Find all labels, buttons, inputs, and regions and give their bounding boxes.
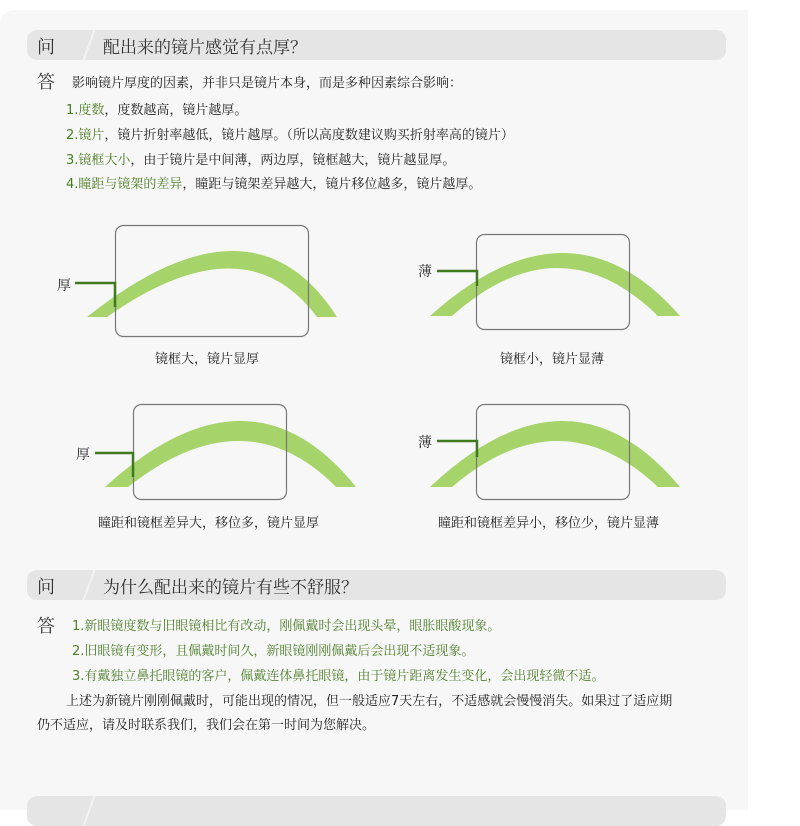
thin-label: 薄	[418, 264, 432, 280]
summary-line: 仍不适应，请及时联系我们，我们会在第一时间为您解决。	[37, 718, 376, 733]
question-mark-label: 问	[37, 37, 55, 58]
question-title: 配出来的镜片感觉有点厚？	[103, 38, 307, 58]
factor-key: 3.镜框大小	[66, 153, 131, 168]
summary-line: 上述为新镜片刚刚佩戴时，可能出现的情况，但一般适应7天左右，不适感就会慢慢消失。如果过了适应期	[66, 694, 673, 709]
factor-item	[66, 124, 514, 143]
lens-arc-illustration	[40, 210, 360, 360]
thick-label: 厚	[76, 447, 90, 463]
separator	[83, 30, 96, 60]
factor-item	[66, 173, 481, 192]
factor-key: 2.镜片	[66, 128, 105, 143]
thin-label: 薄	[418, 435, 432, 451]
answer-mark-label: 答	[37, 72, 55, 93]
question-bar-1	[27, 30, 726, 60]
answer-mark-label: 答	[37, 616, 55, 637]
discomfort-reason: 2.旧眼镜有变形，且佩戴时间久，新眼镜刚刚佩戴后会出现不适现象。	[72, 644, 475, 659]
discomfort-reason: 1.新眼镜度数与旧眼镜相比有改动，刚佩戴时会出现头晕，眼胀眼酸现象。	[72, 619, 501, 634]
question-bar-3-partial	[27, 796, 726, 826]
factor-item	[66, 149, 455, 168]
lens-diagram-large-frame	[40, 210, 360, 360]
factor-item	[66, 99, 247, 118]
separator	[83, 796, 96, 826]
factor-text: ，由于镜片是中间薄，两边厚，镜框越大，镜片越显厚。	[130, 153, 456, 168]
diagram-caption: 镜框小，镜片显薄	[500, 352, 605, 367]
question-mark-label: 问	[37, 577, 55, 598]
separator	[83, 570, 96, 600]
thick-label: 厚	[57, 278, 71, 294]
factor-key: 1.度数	[66, 103, 105, 118]
question-bar-2	[27, 570, 726, 600]
diagram-caption: 瞳距和镜框差异小，移位少，镜片显薄	[438, 516, 660, 531]
diagram-caption: 瞳距和镜框差异大，移位多，镜片显厚	[98, 516, 320, 531]
factor-key: 4.瞳距与镜架的差异	[66, 177, 183, 192]
question-title: 为什么配出来的镜片有些不舒服？	[103, 578, 358, 598]
answer-intro: 影响镜片厚度的因素，并非只是镜片本身，而是多种因素综合影响：	[72, 76, 463, 91]
factor-text: ，度数越高，镜片越厚。	[104, 103, 248, 118]
discomfort-reason: 3.有戴独立鼻托眼镜的客户，佩戴连体鼻托眼镜，由于镜片距离发生变化，会出现轻微不适。	[72, 669, 605, 684]
diagram-caption: 镜框大，镜片显厚	[155, 352, 260, 367]
factor-text: ，瞳距与镜架差异越大，镜片移位越多，镜片越厚。	[182, 177, 482, 192]
factor-text: ，镜片折射率越低，镜片越厚。（所以高度数建议购买折射率高的镜片）	[104, 128, 514, 143]
